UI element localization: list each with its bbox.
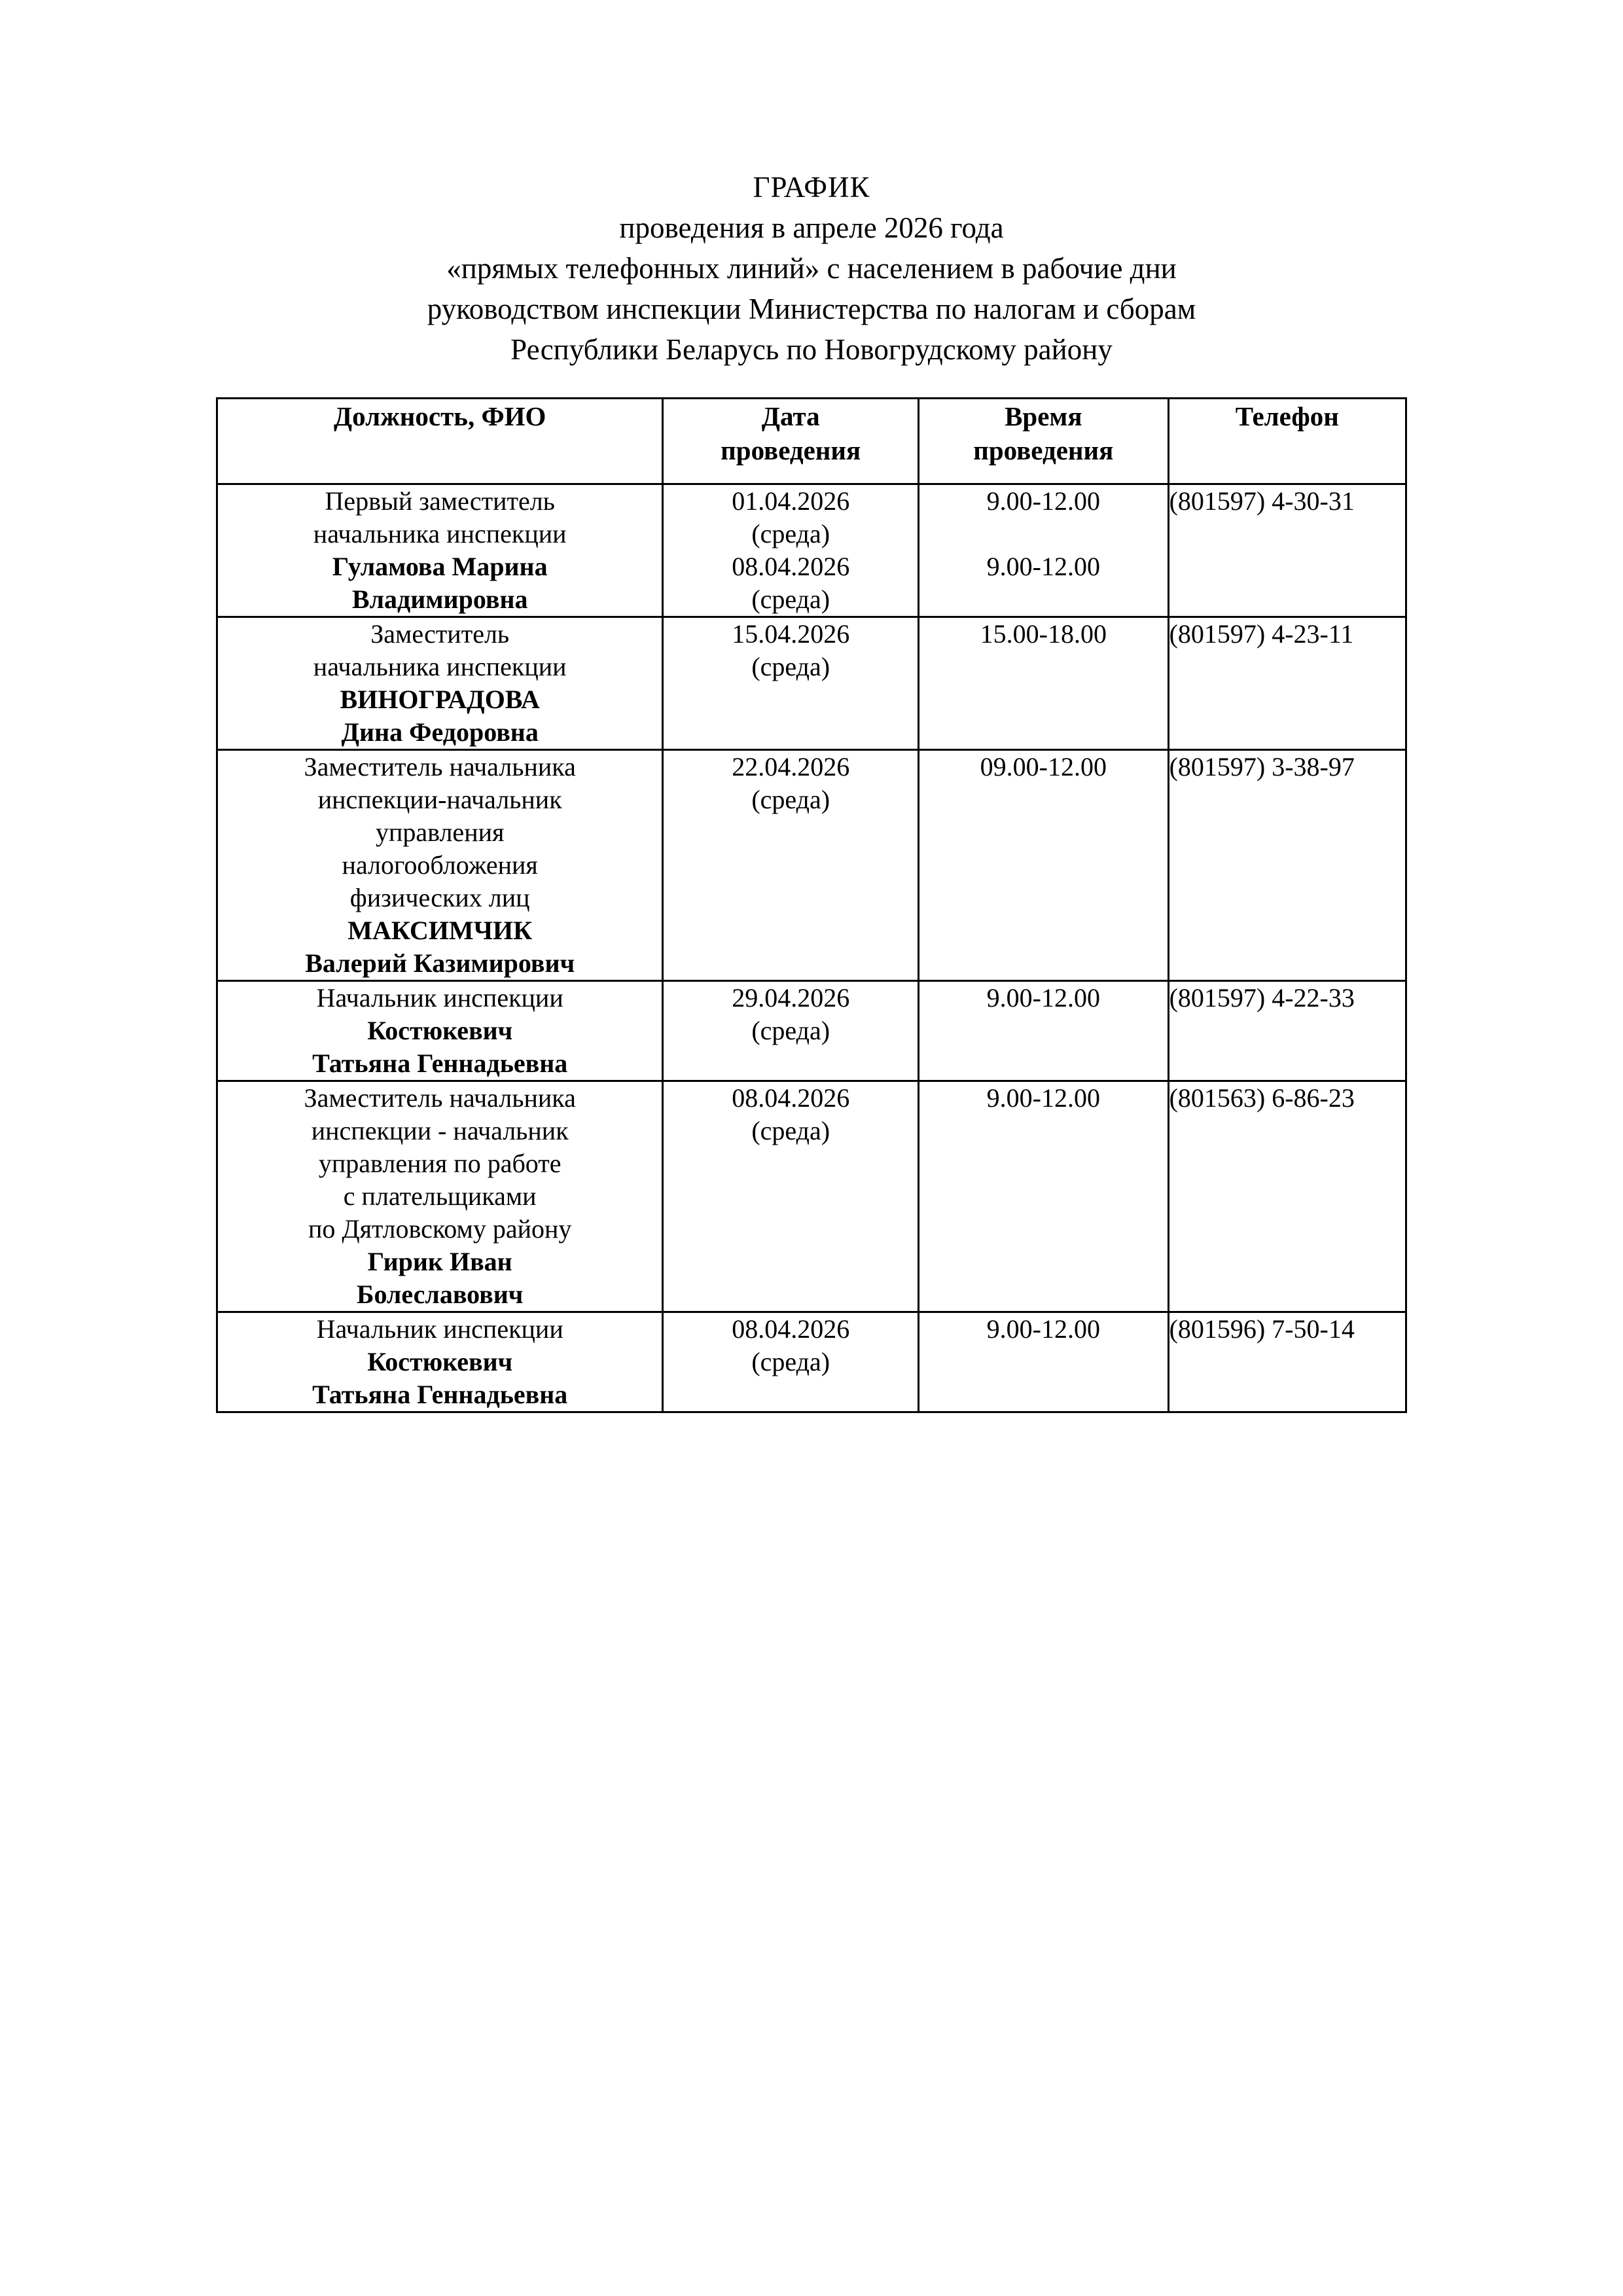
cell-phone: (801597) 4-22-33 [1168, 981, 1406, 1081]
cell-date [663, 1312, 919, 1412]
date-weekday: (среда) [751, 1016, 830, 1045]
date-weekday: (среда) [751, 1116, 830, 1145]
date-weekday: (среда) [751, 519, 830, 548]
cell-phone: (801596) 7-50-14 [1168, 1312, 1406, 1412]
cell-position [217, 750, 663, 981]
header-row [217, 399, 1406, 484]
position-line: с плательщиками [343, 1181, 537, 1211]
date-value: 08.04.2026 [732, 1083, 850, 1113]
position-line: Заместитель начальника [304, 752, 576, 781]
title-line-3: «прямых телефонных линий» с населением в рабочие дни [446, 252, 1177, 285]
header-date-line2: проведения [721, 435, 861, 465]
time-value: 9.00-12.00 [986, 552, 1100, 581]
cell-date [663, 981, 919, 1081]
person-name-line: Костюкевич [367, 1347, 513, 1376]
person-name-line: Костюкевич [367, 1016, 513, 1045]
time-value: 9.00-12.00 [986, 1314, 1100, 1344]
position-line: начальника инспекции [313, 652, 567, 681]
cell-phone: (801597) 3-38-97 [1168, 750, 1406, 981]
date-value: 08.04.2026 [732, 552, 850, 581]
header-date-line1: Дата [761, 401, 820, 431]
date-value: 08.04.2026 [732, 1314, 850, 1344]
table-row [217, 981, 1406, 1081]
header-date [663, 399, 919, 484]
time-value: 9.00-12.00 [986, 983, 1100, 1013]
date-value: 29.04.2026 [732, 983, 850, 1013]
time-value: 15.00-18.00 [980, 619, 1107, 649]
date-weekday: (среда) [751, 785, 830, 814]
person-name-line: Гуламова Марина [332, 552, 548, 581]
date-weekday: (среда) [751, 1347, 830, 1376]
table-body [217, 484, 1406, 1412]
time-value: 9.00-12.00 [986, 1083, 1100, 1113]
cell-date [663, 1081, 919, 1312]
header-time [919, 399, 1169, 484]
position-line: Начальник инспекции [316, 1314, 563, 1344]
title-line-4: руководством инспекции Министерства по налогам и сборам [427, 293, 1196, 325]
table-row [217, 1312, 1406, 1412]
header-position: Должность, ФИО [217, 399, 663, 484]
position-line: физических лиц [349, 883, 530, 912]
cell-date [663, 617, 919, 750]
position-line: налогообложения [342, 850, 538, 880]
title-line-5: Республики Беларусь по Новогрудскому району [510, 333, 1113, 366]
date-value: 01.04.2026 [732, 486, 850, 516]
table-header [217, 399, 1406, 484]
position-line: Заместитель [370, 619, 510, 649]
time-value: 09.00-12.00 [980, 752, 1107, 781]
document-title [216, 167, 1407, 370]
person-name-line: Болеславович [357, 1280, 524, 1309]
cell-date [663, 484, 919, 617]
person-name-line: Владимировна [351, 584, 528, 614]
title-line-2: проведения в апреле 2026 года [619, 211, 1004, 244]
time-value: 9.00-12.00 [986, 486, 1100, 516]
person-name-line: МАКСИМЧИК [348, 916, 533, 945]
cell-position [217, 484, 663, 617]
cell-time [919, 1081, 1169, 1312]
person-name-line: Валерий Казимирович [305, 948, 575, 978]
person-name-line: Татьяна Геннадьевна [312, 1049, 568, 1078]
position-line: Первый заместитель [325, 486, 555, 516]
cell-position [217, 1081, 663, 1312]
position-line: инспекции - начальник [311, 1116, 569, 1145]
header-time-line2: проведения [973, 435, 1114, 465]
header-phone: Телефон [1168, 399, 1406, 484]
cell-time [919, 484, 1169, 617]
cell-time [919, 1312, 1169, 1412]
cell-position [217, 617, 663, 750]
position-line: инспекции-начальник [317, 785, 562, 814]
schedule-table [216, 397, 1407, 1413]
date-value: 22.04.2026 [732, 752, 850, 781]
position-line: управления по работе [318, 1149, 562, 1178]
person-name-line: ВИНОГРАДОВА [340, 685, 540, 714]
cell-position [217, 1312, 663, 1412]
position-line: Заместитель начальника [304, 1083, 576, 1113]
position-line: управления [375, 817, 505, 847]
table-row [217, 617, 1406, 750]
cell-phone: (801563) 6-86-23 [1168, 1081, 1406, 1312]
cell-time [919, 750, 1169, 981]
position-line: Начальник инспекции [316, 983, 563, 1013]
person-name-line: Дина Федоровна [341, 717, 539, 747]
title-line-1: ГРАФИК [753, 171, 870, 204]
position-line: по Дятловскому району [308, 1214, 572, 1244]
person-name-line: Татьяна Геннадьевна [312, 1380, 568, 1409]
position-line: начальника инспекции [313, 519, 567, 548]
date-weekday: (среда) [751, 652, 830, 681]
header-time-line1: Время [1005, 401, 1082, 431]
time-spacer [919, 518, 1168, 550]
cell-date [663, 750, 919, 981]
date-weekday: (среда) [751, 584, 830, 614]
cell-phone: (801597) 4-23-11 [1168, 617, 1406, 750]
person-name-line: Гирик Иван [367, 1247, 512, 1276]
cell-position [217, 981, 663, 1081]
date-value: 15.04.2026 [732, 619, 850, 649]
cell-time [919, 981, 1169, 1081]
cell-time [919, 617, 1169, 750]
table-row [217, 484, 1406, 617]
table-row [217, 750, 1406, 981]
cell-phone: (801597) 4-30-31 [1168, 484, 1406, 617]
table-row [217, 1081, 1406, 1312]
